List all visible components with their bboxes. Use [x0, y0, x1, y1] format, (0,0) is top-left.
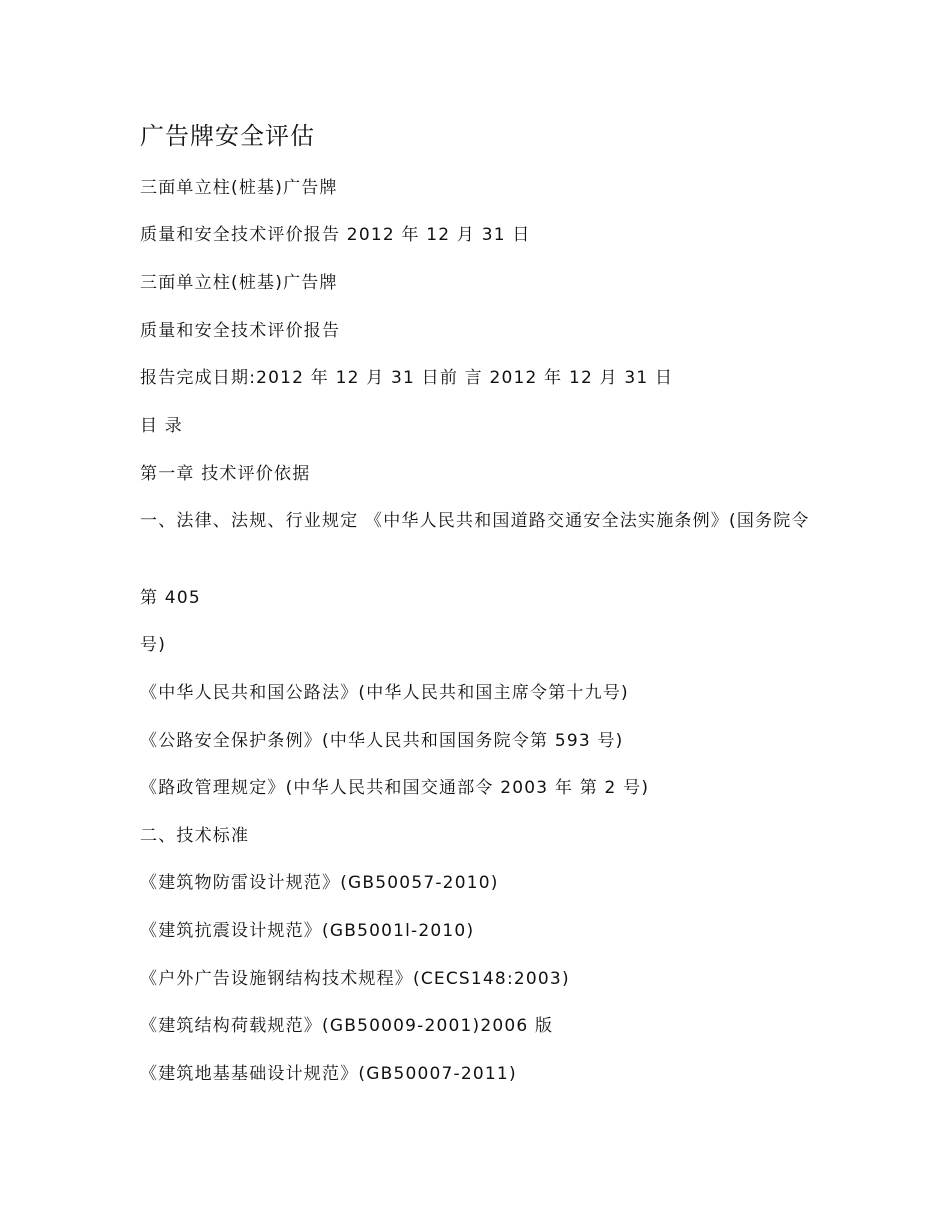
reference-line: 《建筑地基基础设计规范》(GB50007-2011) — [140, 1064, 517, 1084]
reference-line: 《建筑物防雷设计规范》(GB50057-2010) — [140, 873, 499, 893]
reference-line: 《路政管理规定》(中华人民共和国交通部令 2003 年 第 2 号) — [140, 778, 650, 798]
section-heading: 一、法律、法规、行业规定 《中华人民共和国道路交通安全法实施条例》(国务院令 — [140, 511, 810, 531]
text-line: 号) — [140, 635, 167, 655]
text-line: 三面单立柱(桩基)广告牌 — [140, 273, 338, 293]
reference-line: 《户外广告设施钢结构技术规程》(CECS148:2003) — [140, 969, 570, 989]
text-line: 三面单立柱(桩基)广告牌 — [140, 178, 338, 198]
document-title: 广告牌安全评估 — [140, 122, 315, 150]
section-heading: 二、技术标准 — [140, 826, 250, 846]
text-line: 报告完成日期:2012 年 12 月 31 日前 言 2012 年 12 月 31 日 — [140, 368, 674, 388]
text-line: 质量和安全技术评价报告 — [140, 321, 341, 341]
reference-line: 《建筑结构荷载规范》(GB50009-2001)2006 版 — [140, 1016, 554, 1036]
text-line: 目 录 — [140, 416, 184, 436]
text-line: 第 405 — [140, 588, 201, 608]
reference-line: 《中华人民共和国公路法》(中华人民共和国主席令第十九号) — [140, 683, 629, 703]
chapter-heading: 第一章 技术评价依据 — [140, 464, 311, 484]
text-line: 质量和安全技术评价报告 2012 年 12 月 31 日 — [140, 225, 531, 245]
reference-line: 《建筑抗震设计规范》(GB5001l-2010) — [140, 921, 475, 941]
reference-line: 《公路安全保护条例》(中华人民共和国国务院令第 593 号) — [140, 731, 624, 751]
